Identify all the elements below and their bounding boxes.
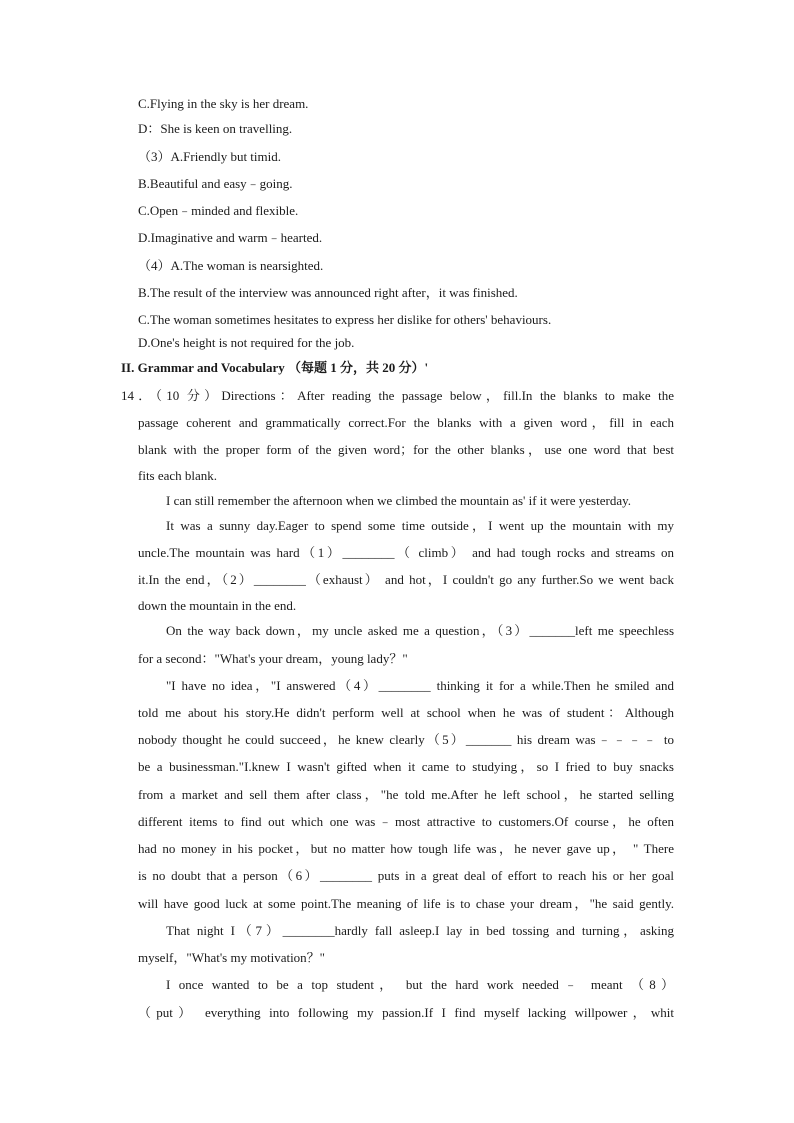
question-directions-line: blank with the proper form of the given word；for the other blanks，use one word that best <box>138 442 674 457</box>
passage-line: will have good luck at some point.The meaning of life is to chase your dream，"he said gently. <box>138 896 674 911</box>
option-line: （3）A.Friendly but timid. <box>138 149 282 164</box>
passage-line: for a second："What's your dream，young lady？" <box>138 651 408 666</box>
passage-line: I can still remember the afternoon when we climbed the mountain as' if it were yesterday. <box>166 493 631 508</box>
section-heading: II. Grammar and Vocabulary （每题 1 分，共 20 分）' <box>121 360 429 375</box>
passage-line: down the mountain in the end. <box>138 598 297 613</box>
passage-line: had no money in his pocket，but no matter how tough life was，he never gave up， " There <box>138 841 674 856</box>
question-directions-line: 14．（10 分）Directions：After reading the passage below，fill.In the blanks to make the <box>121 388 674 403</box>
passage-line: It was a sunny day.Eager to spend some time outside，I went up the mountain with my <box>166 518 674 533</box>
option-line: D.One's height is not required for the job. <box>138 335 355 350</box>
option-line: C.Flying in the sky is her dream. <box>138 96 309 111</box>
option-line: D.Imaginative and warm﹣hearted. <box>138 230 323 245</box>
option-line: D：She is keen on travelling. <box>138 121 293 136</box>
passage-line: is no doubt that a person（6）________ puts in a great deal of effort to reach his or her goal <box>138 868 674 883</box>
option-line: B.The result of the interview was announced right after，it was finished. <box>138 285 518 300</box>
option-line: （4）A.The woman is nearsighted. <box>138 258 324 273</box>
passage-line: That night I（7）________hardly fall asleep.I lay in bed tossing and turning，asking <box>166 923 674 938</box>
passage-line: nobody thought he could succeed，he knew clearly（5）_______ his dream was﹣﹣﹣﹣ to <box>138 732 674 747</box>
passage-line: "I have no idea，"I answered（4）________ thinking it for a while.Then he smiled and <box>166 678 674 693</box>
passage-line: （put） everything into following my passion.If I find myself lacking willpower，whit <box>138 1005 674 1020</box>
option-line: C.The woman sometimes hesitates to express her dislike for others' behaviours. <box>138 312 552 327</box>
passage-line: told me about his story.He didn't perform well at school when he was of student：Although <box>138 705 674 720</box>
passage-line: from a market and sell them after class，"he told me.After he left school，he started selling <box>138 787 674 802</box>
passage-line: different items to find out which one was﹣most attractive to customers.Of course，he often <box>138 814 674 829</box>
passage-line: myself，"What's my motivation？" <box>138 950 325 965</box>
passage-line: On the way back down，my uncle asked me a question，（3）_______left me speechless <box>166 623 674 638</box>
passage-line: uncle.The mountain was hard（1）________（ climb） and had tough rocks and streams on <box>138 545 674 560</box>
option-line: B.Beautiful and easy﹣going. <box>138 176 293 191</box>
question-directions-line: fits each blank. <box>138 468 218 483</box>
passage-line: it.In the end，（2）________（exhaust） and hot，I couldn't go any further.So we went back <box>138 572 674 587</box>
question-directions-line: passage coherent and grammatically correct.For the blanks with a given word，fill in each <box>138 415 674 430</box>
passage-line: be a businessman."I.knew I wasn't gifted when it came to studying，so I fried to buy snacks <box>138 759 674 774</box>
passage-line: I once wanted to be a top student， but the hard work needed﹣ meant （8） <box>166 977 675 992</box>
option-line: C.Open﹣minded and flexible. <box>138 203 299 218</box>
